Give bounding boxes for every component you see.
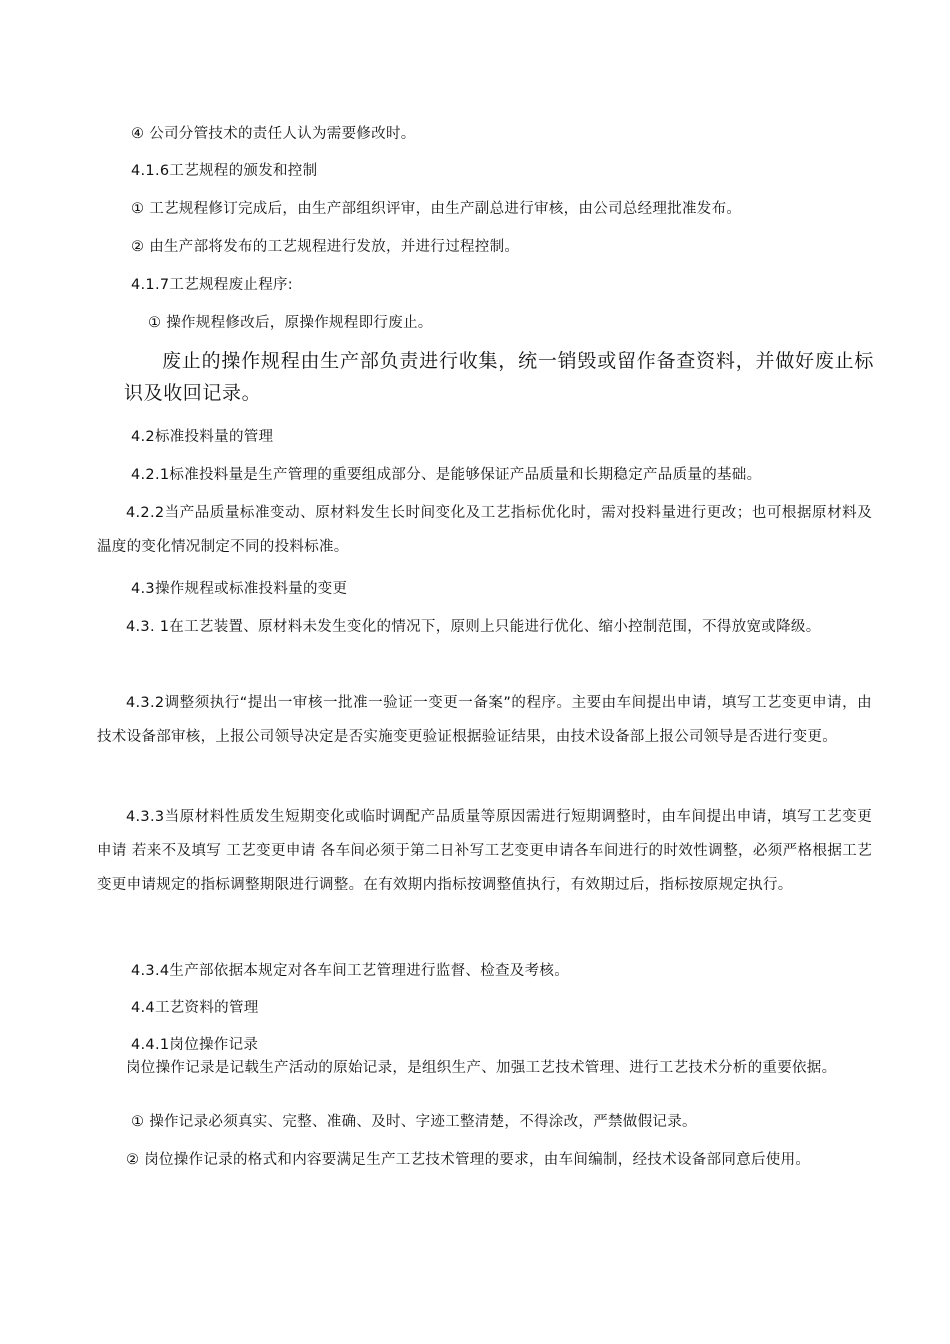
section-heading: 4.1.6工艺规程的颁发和控制 [131, 163, 318, 179]
section-heading: 4.2标准投料量的管理 [131, 429, 274, 445]
body-paragraph: 4.2.2当产品质量标准变动、原材料发生长时间变化及工艺指标优化时，需对投料量进行更改；也可根据原材料及温度的变化情况制定不同的投料标准。 [97, 505, 872, 555]
body-paragraph: 4.3.4生产部依据本规定对各车间工艺管理进行监督、检查及考核。 [131, 963, 569, 979]
list-item: ① 操作规程修改后，原操作规程即行废止。 [148, 315, 433, 331]
section-heading: 4.4.1岗位操作记录 [131, 1037, 259, 1053]
body-paragraph: 岗位操作记录是记载生产活动的原始记录，是组织生产、加强工艺技术管理、进行工艺技术分析的重要依据。 [126, 1060, 837, 1076]
list-item: ② 由生产部将发布的工艺规程进行发放，并进行过程控制。 [131, 239, 520, 255]
section-heading: 4.4工艺资料的管理 [131, 1000, 259, 1016]
section-heading: 4.1.7工艺规程废止程序: [131, 277, 293, 293]
body-paragraph: 4.3.2调整须执行“提出一审核一批准一验证一变更一备案”的程序。主要由车间提出申请，填写工艺变更申请，由技术设备部审核，上报公司领导决定是否实施变更验证根据验证结果，由技术设备部上报公司领导是否进行变更。 [97, 695, 872, 745]
body-paragraph: 4.2.1标准投料量是生产管理的重要组成部分、是能够保证产品质量和长期稳定产品质量的基础。 [131, 467, 762, 483]
body-paragraph: 4.3.3当原材料性质发生短期变化或临时调配产品质量等原因需进行短期调整时，由车间提出申请，填写工艺变更申请 若来不及填写 工艺变更申请 各车间必须于第二日补写工艺变更申请各车间进行的时效性调整，必须严格根据工艺变更申请规定的指标调整期限进行调整。在有效期内指标按调整值执行，有效期过后，指标按原规定执行。 [97, 809, 872, 893]
list-item: ① 操作记录必须真实、完整、准确、及时、字迹工整清楚，不得涂改，严禁做假记录。 [131, 1114, 697, 1130]
section-heading: 4.3操作规程或标准投料量的变更 [131, 581, 348, 597]
list-item: ① 工艺规程修订完成后，由生产部组织评审，由生产副总进行审核，由公司总经理批准发布。 [131, 201, 742, 217]
list-item: ② 岗位操作记录的格式和内容要满足生产工艺技术管理的要求，由车间编制，经技术设备部同意后使用。 [126, 1152, 811, 1168]
body-paragraph-large: 废止的操作规程由生产部负责进行收集，统一销毁或留作备查资料，并做好废止标识及收回记录。 [124, 350, 874, 404]
body-paragraph: 4.3. 1在工艺装置、原材料未发生变化的情况下，原则上只能进行优化、缩小控制范围，不得放宽或降级。 [126, 619, 821, 635]
list-item: ④ 公司分管技术的责任人认为需要修改时。 [131, 126, 416, 142]
